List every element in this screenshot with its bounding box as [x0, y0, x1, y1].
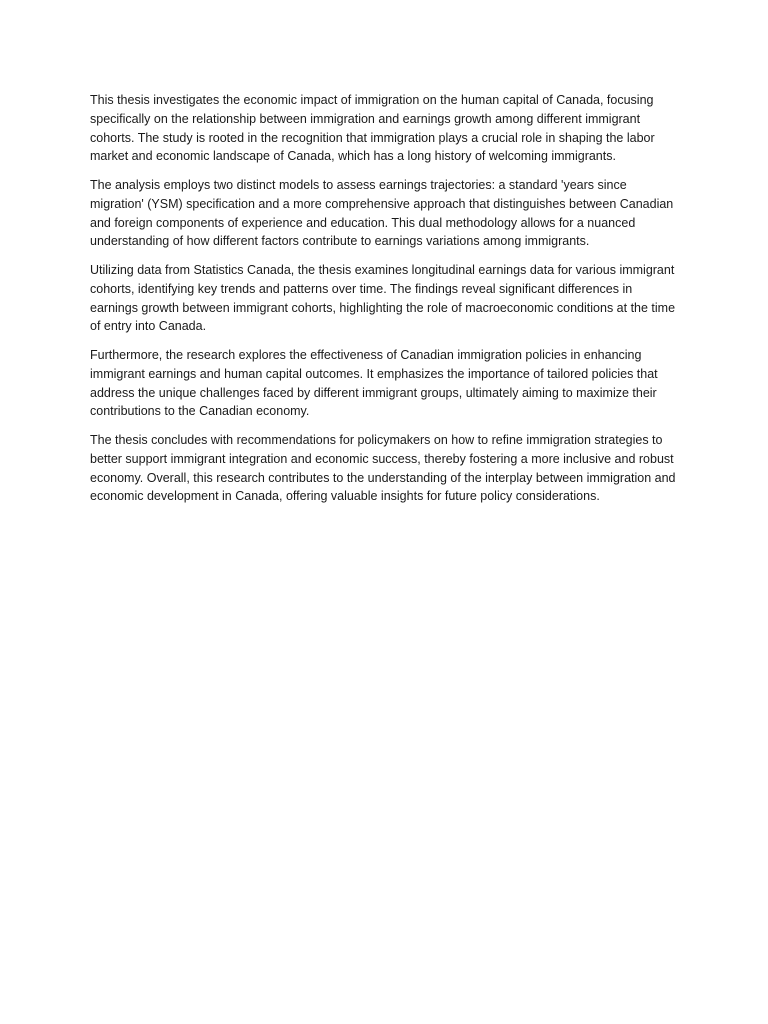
- paragraph-2: The analysis employs two distinct models to assess earnings trajectories: a standard 'years since migration' (YSM) specification and a more comprehensive approach that distinguishes between Canadian and foreign components of experience and education. This dual methodology allows for a nuanced understanding of how different factors contribute to earnings variations among immigrants.: [90, 178, 674, 249]
- paragraph-4: Furthermore, the research explores the effectiveness of Canadian immigration policies in enhancing immigrant earnings and human capital outcomes. It emphasizes the importance of tailored policies that address the unique challenges faced by different immigrant groups, ultimately aiming to maximize their contributions to the Canadian economy.: [90, 348, 658, 419]
- paragraph-5: The thesis concludes with recommendations for policymakers on how to refine immigration strategies to better support immigrant integration and economic success, thereby fostering a more inclusive and robust economy. Overall, this research contributes to the understanding of the interplay between immigration and economic development in Canada, offering valuable insights for future policy considerations.: [90, 433, 676, 504]
- paragraph-3: Utilizing data from Statistics Canada, the thesis examines longitudinal earnings data for various immigrant cohorts, identifying key trends and patterns over time. The findings reveal significant differences in earnings growth between immigrant cohorts, highlighting the role of macroeconomic conditions at the time of entry into Canada.: [90, 263, 676, 334]
- paragraph-1: This thesis investigates the economic impact of immigration on the human capital of Canada, focusing specifically on the relationship between immigration and earnings growth among different immigrant cohorts. The study is rooted in the recognition that immigration plays a crucial role in shaping the labor market and economic landscape of Canada, which has a long history of welcoming immigrants.: [90, 93, 655, 164]
- document-body: [90, 91, 682, 516]
